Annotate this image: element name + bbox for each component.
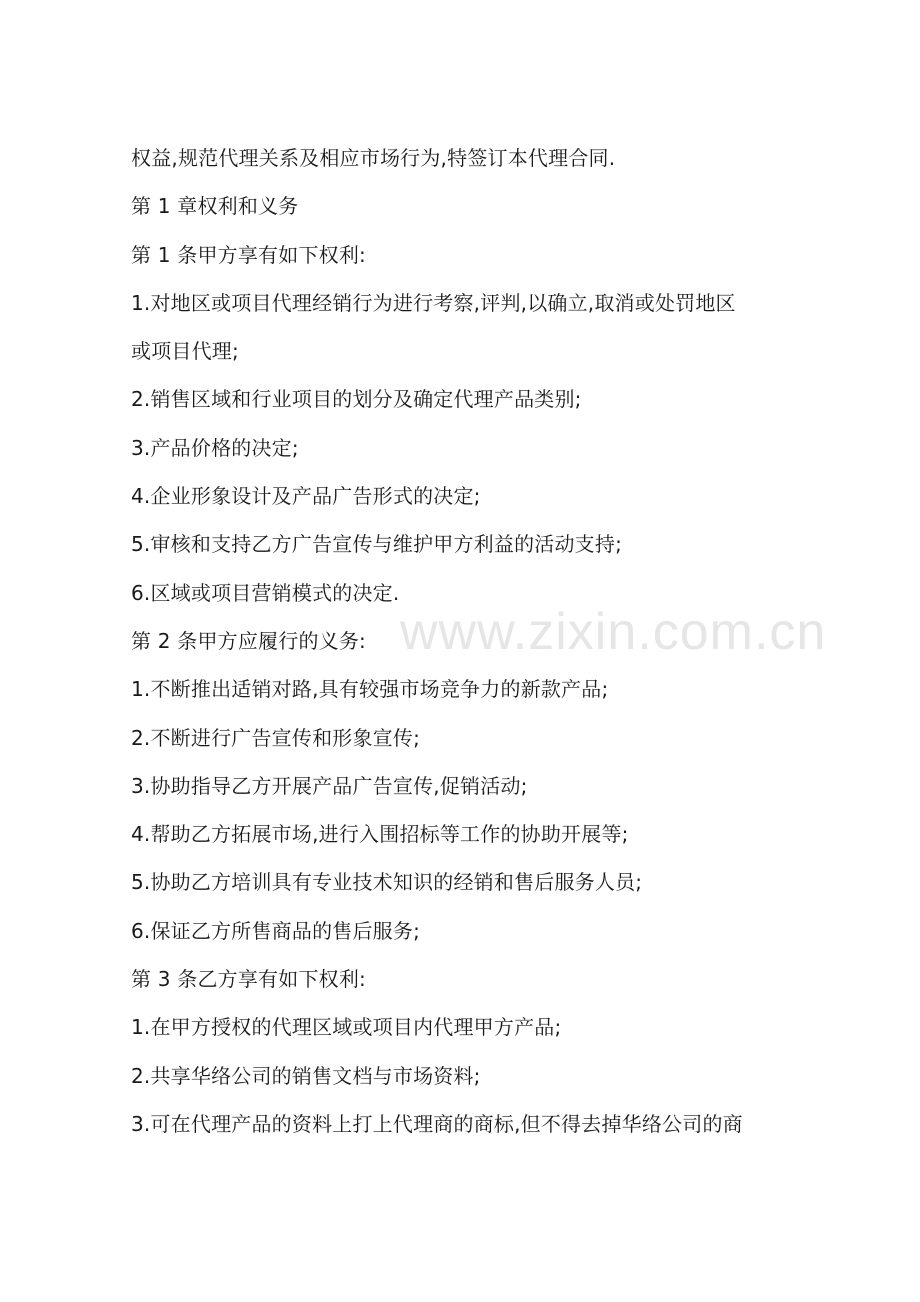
list-item-continuation: 或项目代理; bbox=[131, 339, 239, 364]
list-item: 2.共享华络公司的销售文档与市场资料; bbox=[131, 1063, 481, 1088]
article-heading: 第 2 条甲方应履行的义务: bbox=[131, 628, 366, 653]
list-item: 3.产品价格的决定; bbox=[131, 435, 299, 460]
list-item: 3.可在代理产品的资料上打上代理商的商标,但不得去掉华络公司的商 bbox=[131, 1111, 743, 1136]
list-item: 3.协助指导乙方开展产品广告宣传,促销活动; bbox=[131, 773, 528, 798]
list-item: 2.销售区域和行业项目的划分及确定代理产品类别; bbox=[131, 387, 582, 412]
list-item: 4.帮助乙方拓展市场,进行入围招标等工作的协助开展等; bbox=[131, 822, 629, 847]
list-item: 1.在甲方授权的代理区域或项目内代理甲方产品; bbox=[131, 1015, 562, 1040]
list-item: 5.协助乙方培训具有专业技术知识的经销和售后服务人员; bbox=[131, 870, 643, 895]
list-item: 6.区域或项目营销模式的决定. bbox=[131, 580, 400, 605]
text-line: 权益,规范代理关系及相应市场行为,特签订本代理合同. bbox=[131, 146, 616, 170]
list-item: 1.不断推出适销对路,具有较强市场竞争力的新款产品; bbox=[131, 677, 609, 702]
watermark: www.zixin.com.cn bbox=[400, 603, 827, 661]
document-body bbox=[131, 134, 796, 1148]
list-item: 5.审核和支持乙方广告宣传与维护甲方利益的活动支持; bbox=[131, 532, 623, 557]
article-heading: 第 3 条乙方享有如下权利: bbox=[131, 967, 366, 992]
list-item: 2.不断进行广告宣传和形象宣传; bbox=[131, 725, 421, 750]
list-item: 6.保证乙方所售商品的售后服务; bbox=[131, 918, 421, 943]
chapter-heading: 第 1 章权利和义务 bbox=[131, 194, 299, 219]
list-item: 1.对地区或项目代理经销行为进行考察,评判,以确立,取消或处罚地区 bbox=[131, 290, 736, 315]
article-heading: 第 1 条甲方享有如下权利: bbox=[131, 242, 366, 267]
list-item: 4.企业形象设计及产品广告形式的决定; bbox=[131, 484, 481, 509]
